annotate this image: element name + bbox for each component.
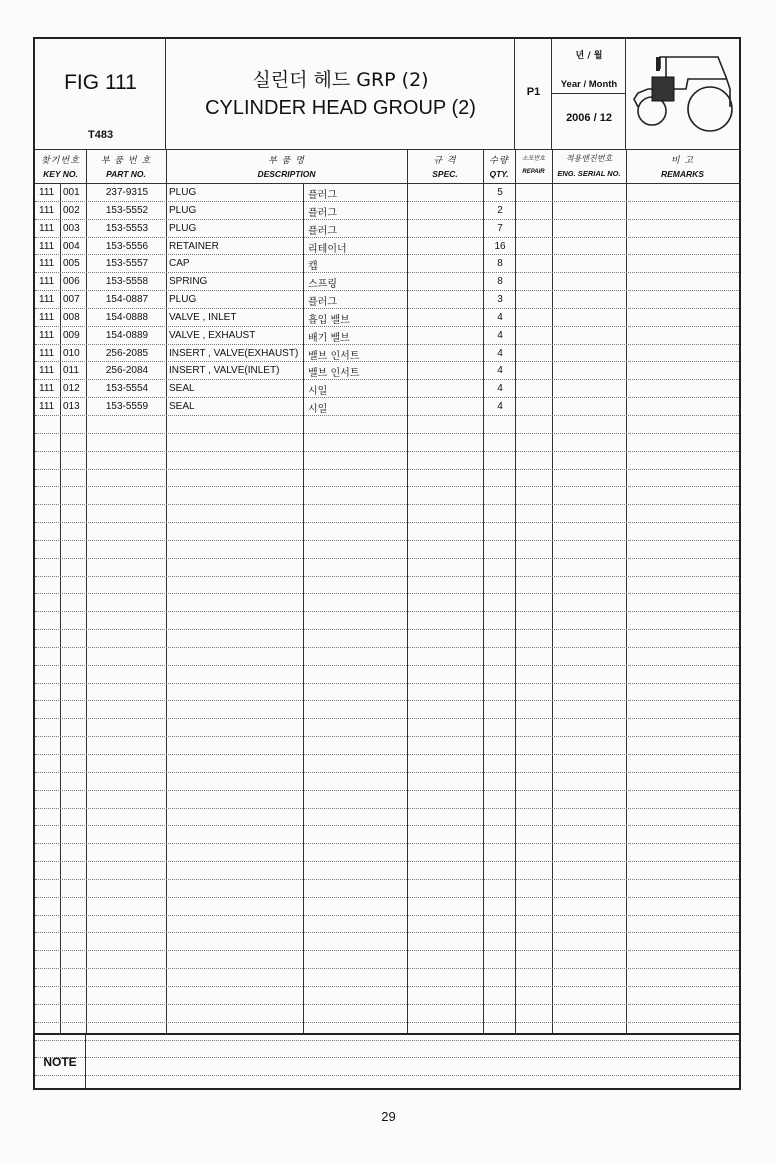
key-group: 111 — [39, 204, 55, 216]
key-number: 012 — [63, 383, 80, 395]
note-label: NOTE — [35, 1035, 86, 1088]
table-row — [35, 255, 739, 273]
part-number: 153-5557 — [105, 258, 149, 270]
table-row — [35, 291, 739, 309]
key-number: 013 — [63, 401, 80, 413]
description: VALVE , INLET — [169, 311, 237, 323]
key-number: 009 — [63, 329, 80, 341]
model-code: T483 — [88, 129, 114, 141]
date-divider — [552, 93, 626, 94]
col-part-en: PART NO. — [106, 169, 146, 179]
title-english: CYLINDER HEAD GROUP (2) — [205, 97, 476, 119]
description-kr: 밸브 인서트 — [308, 350, 360, 362]
col-spec-kr: 규 격 — [433, 156, 457, 166]
part-number: 153-5554 — [105, 383, 149, 395]
col-spec — [407, 150, 483, 184]
part-number: 154-0888 — [105, 311, 149, 323]
table-row — [35, 362, 739, 380]
part-number: 153-5553 — [105, 222, 149, 234]
col-remarks — [626, 150, 739, 184]
empty-row — [35, 933, 739, 951]
title-block — [166, 39, 515, 149]
part-number: 153-5552 — [105, 204, 149, 216]
parts-table-body — [35, 184, 739, 1076]
table-row — [35, 184, 739, 202]
description-kr: 플러그 — [308, 190, 337, 201]
key-number: 002 — [63, 204, 80, 216]
empty-row — [35, 701, 739, 719]
quantity: 8 — [497, 276, 503, 288]
empty-row — [35, 612, 739, 630]
col-desc-en: DESCRIPTION — [257, 169, 316, 179]
key-group: 111 — [39, 187, 55, 198]
empty-row — [35, 826, 739, 844]
description: INSERT , VALVE(EXHAUST) — [169, 347, 299, 359]
title-korean: 실린더 헤드 GRP (2) — [252, 69, 429, 91]
quantity: 5 — [497, 187, 503, 198]
key-number: 003 — [63, 222, 80, 234]
empty-row — [35, 523, 739, 541]
description: RETAINER — [169, 240, 219, 252]
key-number: 004 — [63, 240, 80, 252]
col-description — [166, 150, 407, 184]
key-group: 111 — [39, 294, 55, 306]
empty-row — [35, 737, 739, 755]
empty-row — [35, 452, 739, 470]
description-kr: 플러그 — [308, 207, 337, 219]
part-number: 237-9315 — [105, 187, 149, 198]
description: PLUG — [169, 222, 197, 234]
tractor-icon — [630, 49, 738, 139]
part-number: 153-5556 — [105, 240, 149, 252]
key-group: 111 — [39, 347, 55, 359]
key-group: 111 — [39, 383, 55, 395]
empty-row — [35, 505, 739, 523]
col-part-kr: 부 품 번 호 — [100, 156, 152, 166]
table-row — [35, 398, 739, 416]
key-group: 111 — [39, 311, 55, 323]
page-number: 29 — [381, 1109, 396, 1124]
col-serial-kr: 적용엔진번호 — [565, 154, 613, 163]
figure-number: FIG 111 — [64, 71, 137, 94]
col-qty-kr: 수량 — [489, 156, 509, 166]
col-qty — [483, 150, 515, 184]
fig-block — [35, 39, 166, 149]
key-number: 008 — [63, 311, 80, 323]
part-number: 154-0889 — [105, 329, 149, 341]
empty-row — [35, 916, 739, 934]
quantity: 3 — [497, 294, 503, 306]
key-number: 011 — [63, 365, 79, 377]
col-remarks-en: REMARKS — [661, 169, 704, 179]
quantity: 4 — [497, 311, 503, 323]
empty-row — [35, 791, 739, 809]
empty-row — [35, 987, 739, 1005]
empty-row — [35, 666, 739, 684]
table-row — [35, 202, 739, 220]
empty-row — [35, 898, 739, 916]
col-key-no — [35, 150, 86, 184]
part-number: 153-5559 — [105, 401, 149, 413]
year-month-label: Year / Month — [560, 79, 618, 90]
description: PLUG — [169, 187, 197, 198]
description-kr: 시일 — [308, 404, 328, 416]
empty-row — [35, 844, 739, 862]
part-number: 256-2085 — [105, 347, 149, 359]
description: INSERT , VALVE(INLET) — [169, 365, 280, 377]
description-kr: 흡입 밸브 — [308, 314, 350, 326]
col-serial-en: ENG. SERIAL NO. — [557, 169, 621, 178]
empty-row — [35, 487, 739, 505]
description-kr: 리테이너 — [308, 243, 347, 255]
part-number: 256-2084 — [105, 365, 149, 377]
year-month-value: 2006 / 12 — [566, 112, 612, 124]
part-number: 154-0887 — [105, 294, 149, 306]
table-row — [35, 309, 739, 327]
key-number: 010 — [63, 347, 80, 359]
description: CAP — [169, 258, 190, 270]
empty-row — [35, 1005, 739, 1023]
key-number: 007 — [63, 294, 80, 306]
key-group: 111 — [39, 401, 55, 413]
col-desc-kr: 부 품 명 — [268, 156, 305, 166]
col-eng-serial — [552, 150, 626, 184]
key-group: 111 — [39, 240, 55, 252]
description-kr: 플러그 — [308, 297, 337, 309]
description: SEAL — [169, 383, 195, 395]
description-kr: 캡 — [308, 261, 318, 273]
col-repair-kr: 소모번호 — [521, 155, 546, 162]
col-repair-en: REPAIR — [522, 169, 545, 175]
table-row — [35, 273, 739, 291]
empty-row — [35, 577, 739, 595]
key-number: 006 — [63, 276, 80, 288]
empty-row — [35, 951, 739, 969]
empty-row — [35, 416, 739, 434]
empty-row — [35, 862, 739, 880]
quantity: 8 — [497, 258, 503, 270]
part-number: 153-5558 — [105, 276, 149, 288]
parts-list-sheet — [33, 37, 741, 1090]
quantity: 2 — [497, 204, 503, 216]
empty-row — [35, 541, 739, 559]
key-group: 111 — [39, 222, 55, 234]
empty-row — [35, 594, 739, 612]
col-spec-en: SPEC. — [432, 169, 458, 179]
empty-row — [35, 470, 739, 488]
description: VALVE , EXHAUST — [169, 329, 256, 341]
empty-row — [35, 719, 739, 737]
empty-row — [35, 559, 739, 577]
key-group: 111 — [39, 365, 55, 377]
col-key-en: KEY NO. — [43, 169, 78, 179]
quantity: 4 — [497, 401, 503, 413]
table-row — [35, 238, 739, 256]
empty-row — [35, 880, 739, 898]
description: PLUG — [169, 294, 197, 306]
description-kr: 밸브 인서트 — [308, 368, 360, 380]
table-row — [35, 345, 739, 363]
col-key-kr: 찾기번호 — [41, 156, 80, 166]
sheet-page: P1 — [526, 86, 541, 98]
quantity: 4 — [497, 365, 503, 377]
empty-row — [35, 684, 739, 702]
description: SPRING — [169, 276, 208, 288]
empty-row — [35, 969, 739, 987]
col-part-no — [86, 150, 166, 184]
key-number: 005 — [63, 258, 80, 270]
quantity: 4 — [497, 383, 503, 395]
empty-row — [35, 630, 739, 648]
quantity: 16 — [494, 240, 506, 252]
key-group: 111 — [39, 329, 55, 341]
description-kr: 스프링 — [308, 279, 337, 291]
quantity: 4 — [497, 347, 503, 359]
col-repair — [515, 150, 552, 184]
description: SEAL — [169, 401, 195, 413]
table-row — [35, 220, 739, 238]
key-group: 111 — [39, 276, 55, 288]
key-number: 001 — [63, 187, 80, 198]
description-kr: 배기 밸브 — [308, 332, 350, 344]
year-month-label-kr: 년 / 월 — [575, 51, 603, 61]
description: PLUG — [169, 204, 197, 216]
table-row — [35, 380, 739, 398]
empty-row — [35, 809, 739, 827]
empty-row — [35, 434, 739, 452]
col-remarks-kr: 비 고 — [670, 156, 695, 166]
quantity: 4 — [497, 329, 503, 341]
empty-row — [35, 755, 739, 773]
key-group: 111 — [39, 258, 55, 270]
description-kr: 시일 — [308, 386, 328, 398]
quantity: 7 — [497, 222, 503, 234]
note-row — [35, 1033, 739, 1088]
table-row — [35, 327, 739, 345]
empty-row — [35, 648, 739, 666]
col-qty-en: QTY. — [489, 169, 509, 179]
description-kr: 플러그 — [308, 225, 337, 237]
empty-row — [35, 773, 739, 791]
